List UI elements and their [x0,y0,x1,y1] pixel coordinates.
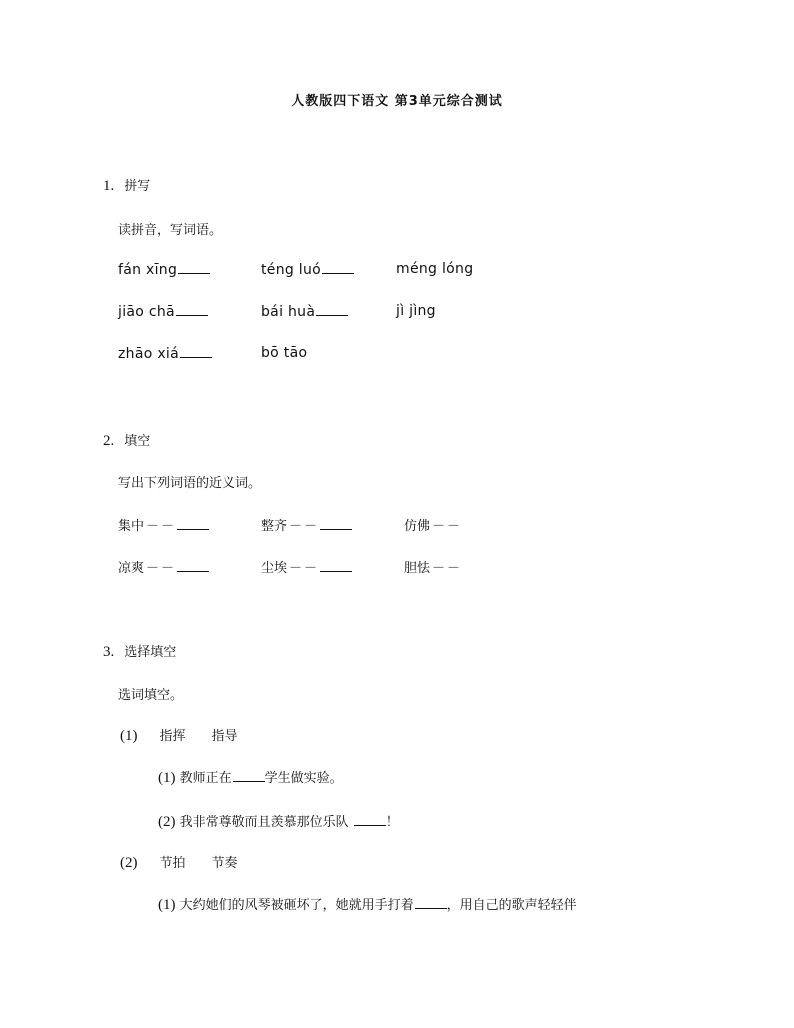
word-group [120,725,238,745]
section-title: 填空 [124,434,151,449]
answer-blank[interactable] [322,261,354,274]
pinyin-item: fán xīng [118,261,210,278]
answer-blank[interactable] [233,769,265,782]
pinyin-item: jì jìng [396,303,436,319]
pinyin-item: bō tāo [261,345,308,361]
answer-blank[interactable] [176,303,208,316]
pinyin-item: zhāo xiá [118,345,212,362]
section-2-heading [103,430,150,450]
pinyin-item: jiāo chā [118,303,208,320]
answer-blank[interactable] [178,261,210,274]
word-option: 节拍 [159,856,186,871]
answer-blank[interactable] [177,517,209,530]
section-3-instruction: 选词填空。 [118,688,184,703]
synonym-item: 凉爽 －－ [118,557,209,576]
word-group [120,852,238,872]
section-title: 拼写 [124,179,151,194]
answer-blank[interactable] [177,559,209,572]
section-number: 1. [103,178,115,194]
section-1-instruction: 读拼音，写词语。 [118,223,223,238]
word-option: 节奏 [211,856,238,871]
answer-blank[interactable] [180,345,212,358]
answer-blank[interactable] [320,559,352,572]
pinyin-item: bái huà [261,303,348,320]
answer-blank[interactable] [415,896,447,909]
synonym-item: 仿佛 －－ [404,519,463,534]
word-option: 指挥 [159,729,186,744]
section-2-instruction: 写出下列词语的近义词。 [118,476,262,491]
fill-question: (1) 大约她们的风琴被砸坏了，她就用手打着 ，用自己的歌声轻轻伴 [158,897,577,913]
synonym-item: 胆怯 －－ [404,561,463,576]
page-title: 人教版四下语文 第3单元综合测试 [291,94,503,109]
synonym-item: 整齐 －－ [261,515,352,534]
synonym-item: 尘埃 －－ [261,557,352,576]
word-option: 指导 [211,729,238,744]
section-title: 选择填空 [124,645,177,660]
section-1-heading [103,175,150,195]
pinyin-item: méng lóng [396,261,474,277]
section-number: 2. [103,433,115,449]
fill-question: (1) 教师正在 学生做实验。 [158,770,343,786]
fill-question: (2) 我非常尊敬而且羡慕那位乐队 ！ [158,814,399,830]
synonym-item: 集中 －－ [118,515,209,534]
group-number: (1) [120,728,138,744]
section-number: 3. [103,644,115,660]
pinyin-item: téng luó [261,261,354,278]
answer-blank[interactable] [354,813,386,826]
group-number: (2) [120,855,138,871]
answer-blank[interactable] [320,517,352,530]
answer-blank[interactable] [316,303,348,316]
section-3-heading [103,641,176,661]
